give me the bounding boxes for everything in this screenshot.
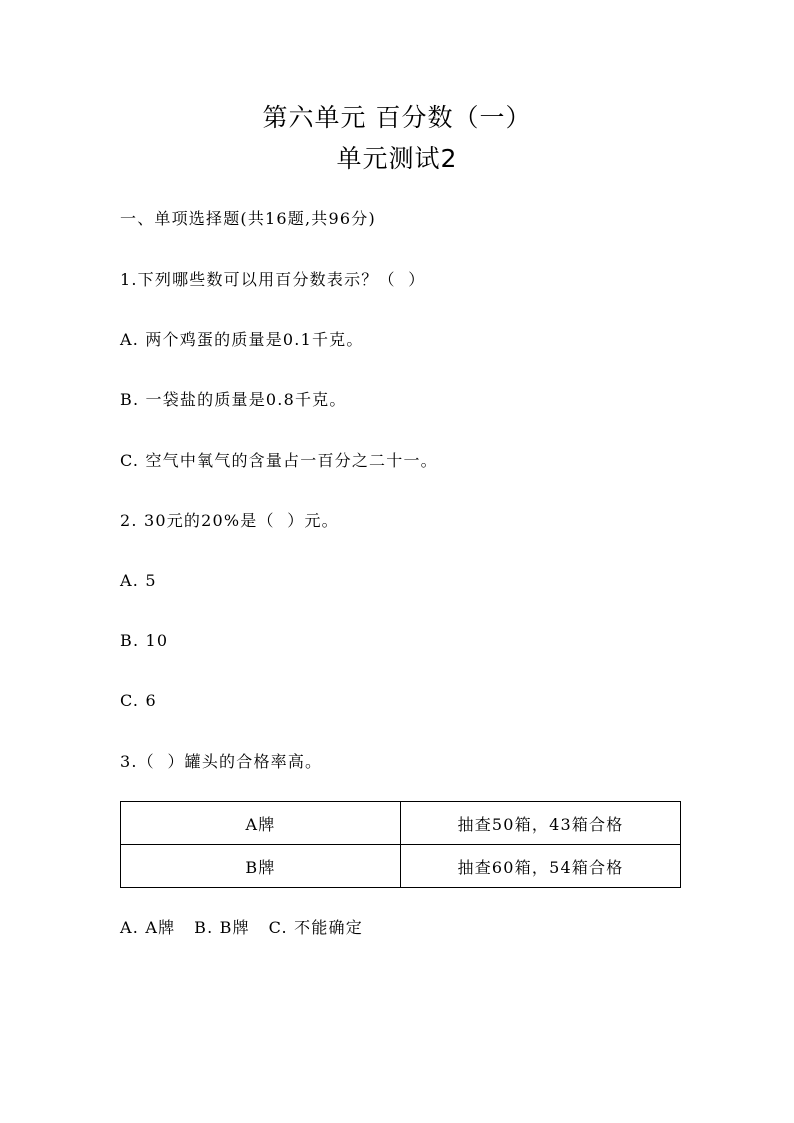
- question-2-option-b: B. 10: [120, 631, 169, 650]
- table-cell-result: 抽查50箱，43箱合格: [401, 802, 681, 845]
- question-1-option-b: B. 一袋盐的质量是0.8千克。: [120, 390, 347, 409]
- question-2-option-c: C. 6: [120, 691, 157, 710]
- table-row: [121, 802, 681, 845]
- question-2-stem: 2. 30元的20%是（ ）元。: [120, 511, 339, 530]
- question-3-options: A. A牌 B. B牌 C. 不能确定: [120, 918, 363, 937]
- question-1-option-a: A. 两个鸡蛋的质量是0.1千克。: [120, 330, 364, 349]
- document-title: 第六单元 百分数（一）: [262, 103, 532, 132]
- table-cell-brand: B牌: [121, 845, 401, 888]
- table-cell-brand: A牌: [121, 802, 401, 845]
- section-heading: 一、单项选择题(共16题,共96分): [120, 209, 376, 228]
- table-cell-result: 抽查60箱，54箱合格: [401, 845, 681, 888]
- question-1-option-c: C. 空气中氧气的含量占一百分之二十一。: [120, 451, 438, 470]
- table-row: [121, 845, 681, 888]
- question-2-option-a: A. 5: [120, 571, 157, 590]
- question-3-stem: 3.（ ）罐头的合格率高。: [120, 752, 323, 771]
- document-subtitle: 单元测试2: [336, 144, 458, 173]
- question-1-stem: 1.下列哪些数可以用百分数表示？（ ）: [120, 270, 426, 289]
- question-3-table: [120, 801, 681, 888]
